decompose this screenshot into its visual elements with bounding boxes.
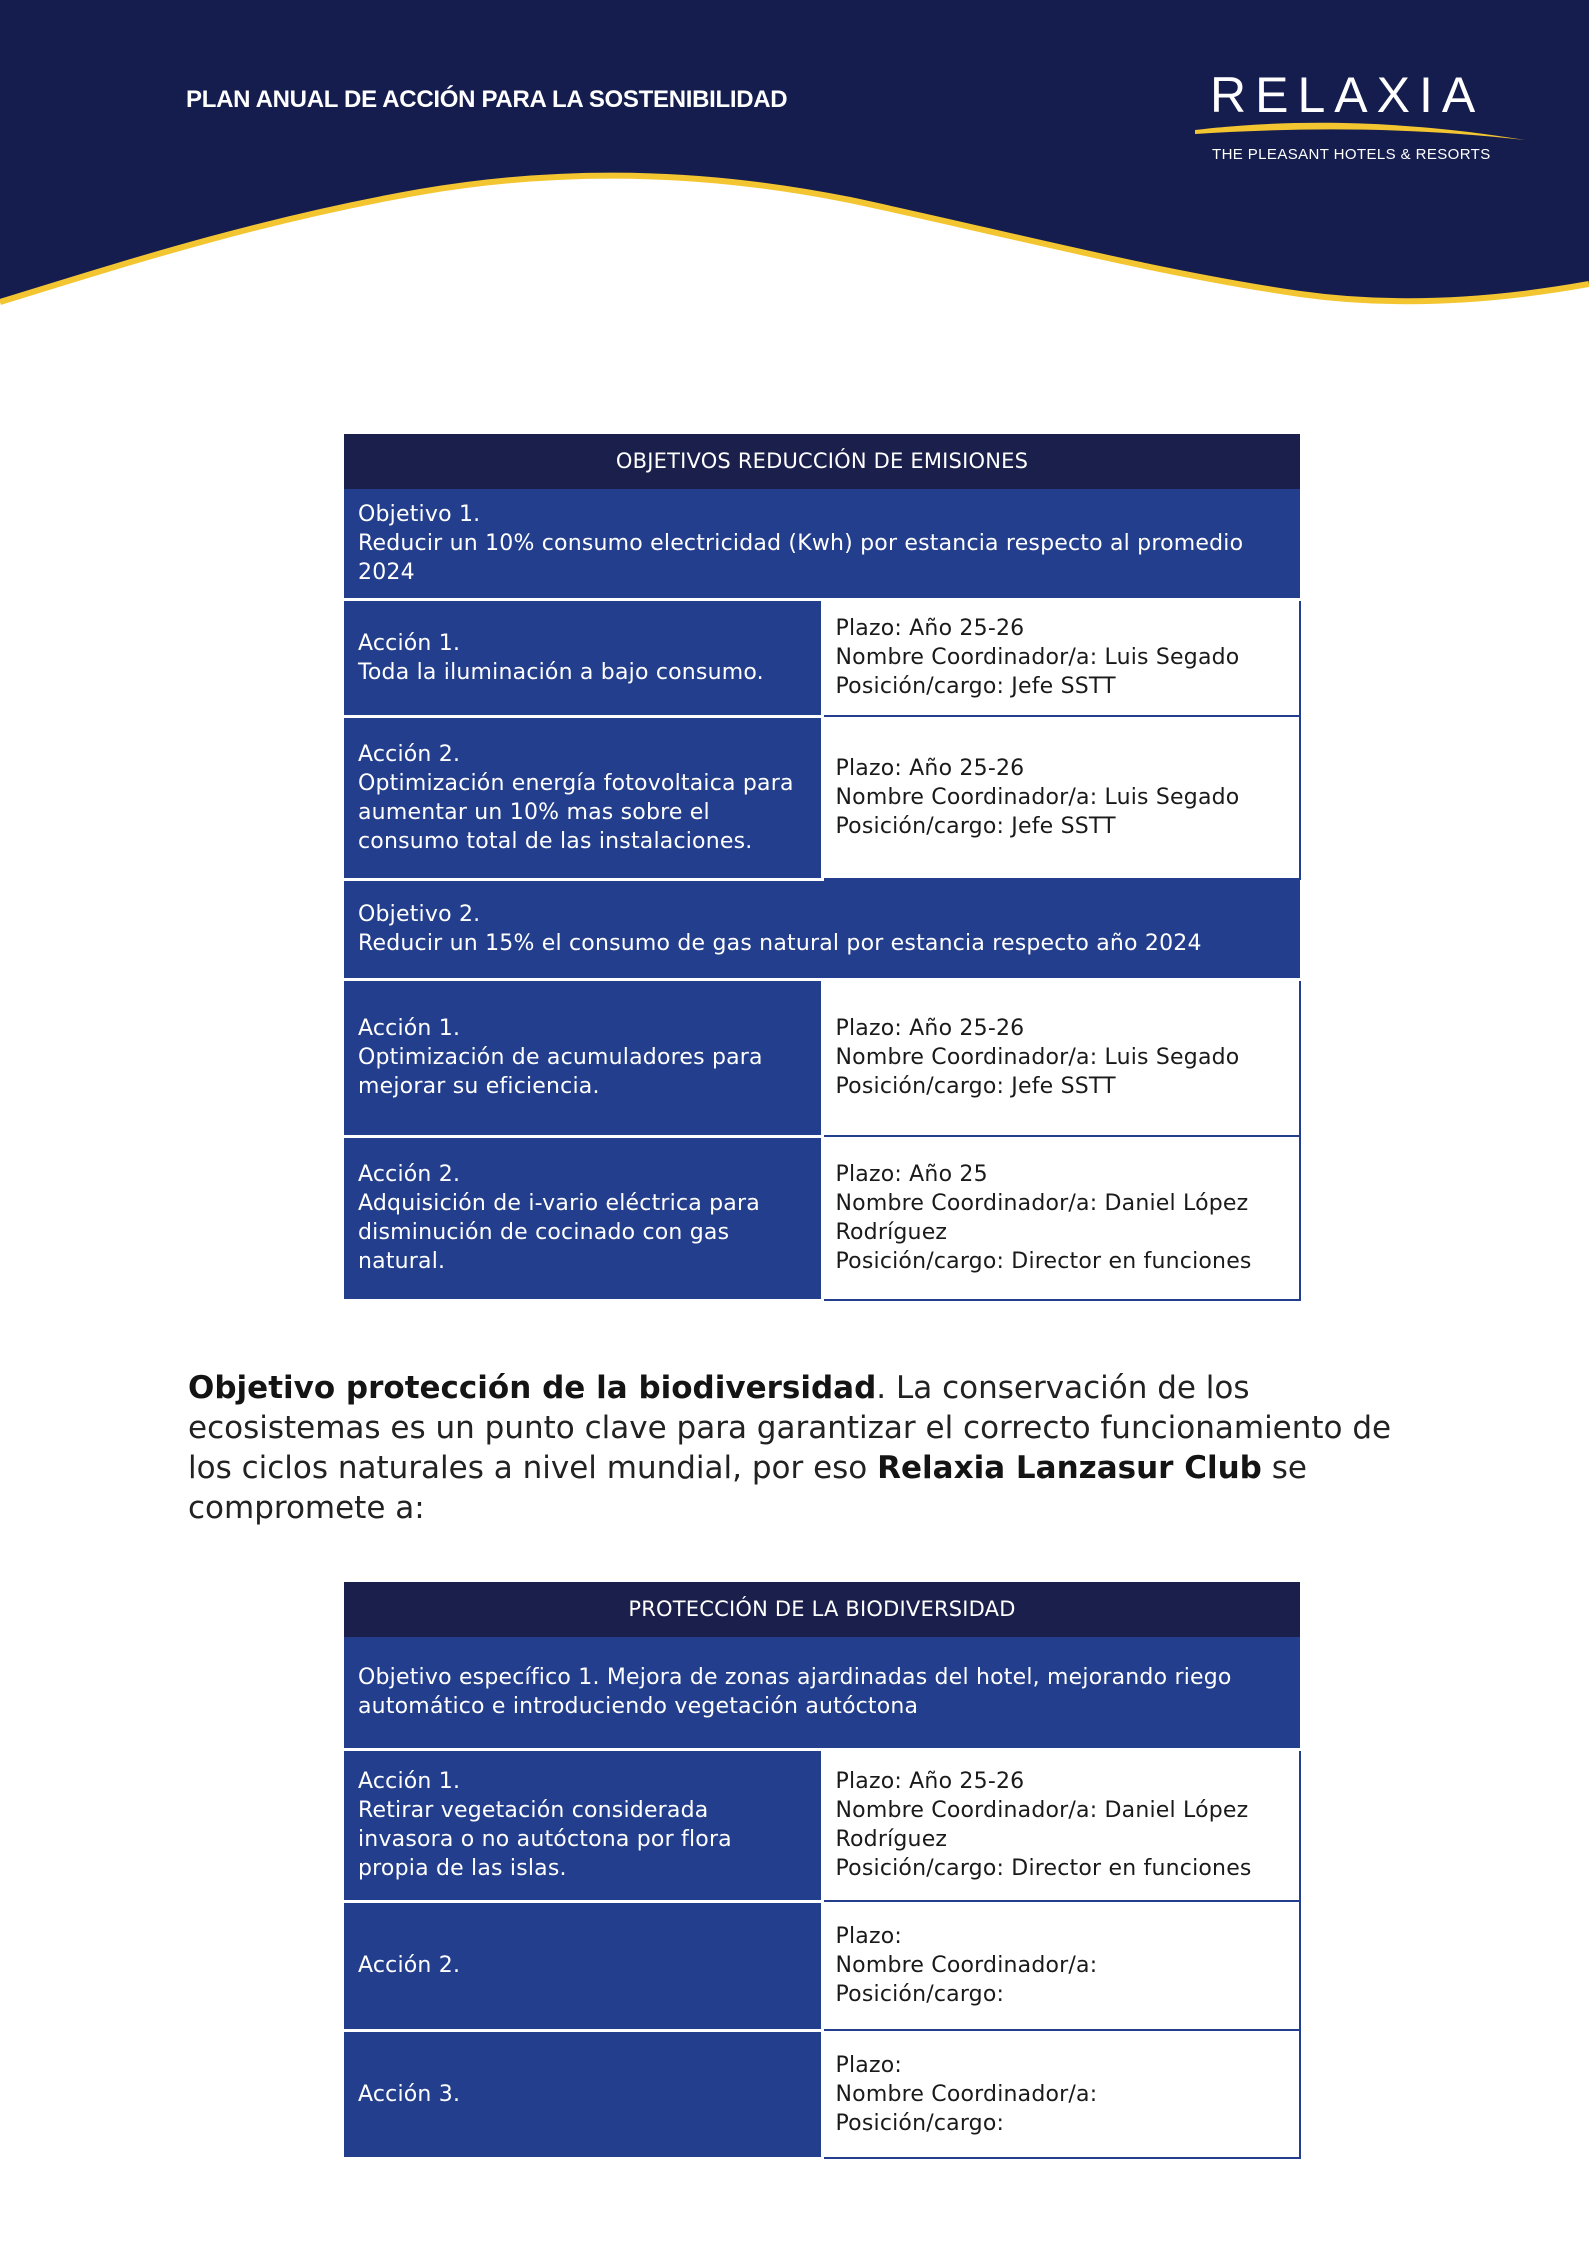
action-description: Toda la iluminación a bajo consumo. bbox=[358, 659, 764, 685]
action-details-cell bbox=[822, 979, 1300, 1136]
action-deadline: Plazo: Año 25 bbox=[835, 1162, 988, 1187]
objective-cell bbox=[344, 879, 1300, 979]
logo-tagline: THE PLEASANT HOTELS & RESORTS bbox=[1212, 146, 1491, 163]
action-title: Acción 1. bbox=[358, 1769, 461, 1794]
action-position: Posición/cargo: Director en funciones bbox=[835, 1856, 1252, 1882]
action-title: Acción 2. bbox=[358, 741, 461, 767]
table-heading: OBJETIVOS REDUCCIÓN DE EMISIONES bbox=[344, 434, 1300, 489]
action-deadline: Plazo: Año 25-26 bbox=[835, 1016, 1025, 1042]
action-coordinator: Nombre Coordinador/a: Luis Segado bbox=[835, 645, 1240, 671]
paragraph-text-end: se compromete a: bbox=[188, 1450, 1307, 1526]
action-title: Acción 3. bbox=[358, 2081, 461, 2107]
action-details-cell bbox=[822, 599, 1300, 716]
action-coordinator: Nombre Coordinador/a: Daniel López Rodríguez bbox=[835, 1798, 1249, 1853]
biodiversity-paragraph bbox=[188, 1368, 1398, 1528]
action-position: Posición/cargo: Jefe SSTT bbox=[835, 814, 1116, 839]
action-position: Posición/cargo: bbox=[835, 2110, 1005, 2136]
action-cell bbox=[344, 1136, 822, 1300]
action-details-cell bbox=[822, 1136, 1300, 1300]
action-coordinator: Nombre Coordinador/a: bbox=[835, 1953, 1098, 1978]
action-coordinator: Nombre Coordinador/a: Daniel López Rodríguez bbox=[835, 1191, 1249, 1245]
table-heading: PROTECCIÓN DE LA BIODIVERSIDAD bbox=[344, 1582, 1300, 1637]
action-position: Posición/cargo: Jefe SSTT bbox=[835, 674, 1116, 700]
objective-description: Reducir un 15% el consumo de gas natural por estancia respecto año 2024 bbox=[358, 931, 1202, 956]
action-title: Acción 2. bbox=[358, 1162, 461, 1187]
objective-description: Objetivo específico 1. Mejora de zonas ajardinadas del hotel, mejorando riego automático e introduciendo vegetación autóctona bbox=[358, 1665, 1232, 1720]
emissions-objectives-table bbox=[344, 434, 1301, 1302]
paragraph-lead: Objetivo protección de la biodiversidad bbox=[188, 1370, 877, 1406]
action-position: Posición/cargo: Jefe SSTT bbox=[835, 1074, 1116, 1100]
objective-title: Objetivo 1. bbox=[358, 501, 481, 527]
logo-swoosh-icon bbox=[1190, 118, 1530, 148]
page-header bbox=[0, 0, 1589, 330]
relaxia-logo: RELAXIA bbox=[1210, 67, 1485, 123]
header-wave-background bbox=[0, 0, 1589, 330]
action-coordinator: Nombre Coordinador/a: Luis Segado bbox=[835, 1045, 1240, 1071]
action-position: Posición/cargo: Director en funciones bbox=[835, 1249, 1252, 1274]
action-deadline: Plazo: Año 25-26 bbox=[835, 1769, 1025, 1795]
action-cell bbox=[344, 599, 822, 716]
action-deadline: Plazo: Año 25-26 bbox=[835, 616, 1025, 642]
action-details-cell bbox=[822, 716, 1300, 879]
objective-description: Reducir un 10% consumo electricidad (Kwh) por estancia respecto al promedio 2024 bbox=[358, 530, 1244, 585]
action-position: Posición/cargo: bbox=[835, 1982, 1005, 2007]
action-deadline: Plazo: bbox=[835, 2052, 902, 2078]
action-description: Optimización energía fotovoltaica para aumentar un 10% mas sobre el consumo total de las instalaciones. bbox=[358, 770, 794, 854]
action-cell bbox=[344, 716, 822, 879]
objective-cell bbox=[344, 489, 1300, 599]
action-deadline: Plazo: bbox=[835, 1924, 902, 1949]
objective-cell bbox=[344, 1637, 1300, 1749]
action-details-cell bbox=[822, 1749, 1300, 1901]
action-description: Adquisición de i-vario eléctrica para disminución de cocinado con gas natural. bbox=[358, 1191, 760, 1274]
action-title: Acción 2. bbox=[358, 1953, 461, 1978]
action-description: Retirar vegetación considerada invasora o no autóctona por flora propia de las islas. bbox=[358, 1798, 732, 1881]
document-title: PLAN ANUAL DE ACCIÓN PARA LA SOSTENIBILIDAD bbox=[186, 86, 788, 113]
action-cell bbox=[344, 979, 822, 1136]
paragraph-text: . La conservación de los ecosistemas es un punto clave para garantizar el correcto funcionamiento de los ciclos naturales a nivel mundial, por eso bbox=[188, 1370, 1392, 1486]
action-title: Acción 1. bbox=[358, 630, 461, 656]
action-cell bbox=[344, 2030, 822, 2158]
action-description: Optimización de acumuladores para mejorar su eficiencia. bbox=[358, 1045, 763, 1099]
biodiversity-protection-table bbox=[344, 1582, 1301, 2160]
action-title: Acción 1. bbox=[358, 1016, 461, 1041]
action-details-cell bbox=[822, 1901, 1300, 2030]
action-details-cell bbox=[822, 2030, 1300, 2158]
action-cell bbox=[344, 1901, 822, 2030]
objective-title: Objetivo 2. bbox=[358, 902, 481, 927]
action-cell bbox=[344, 1749, 822, 1901]
hotel-name: Relaxia Lanzasur Club bbox=[877, 1450, 1262, 1486]
action-deadline: Plazo: Año 25-26 bbox=[835, 756, 1025, 781]
action-coordinator: Nombre Coordinador/a: bbox=[835, 2081, 1098, 2107]
action-coordinator: Nombre Coordinador/a: Luis Segado bbox=[835, 785, 1240, 810]
